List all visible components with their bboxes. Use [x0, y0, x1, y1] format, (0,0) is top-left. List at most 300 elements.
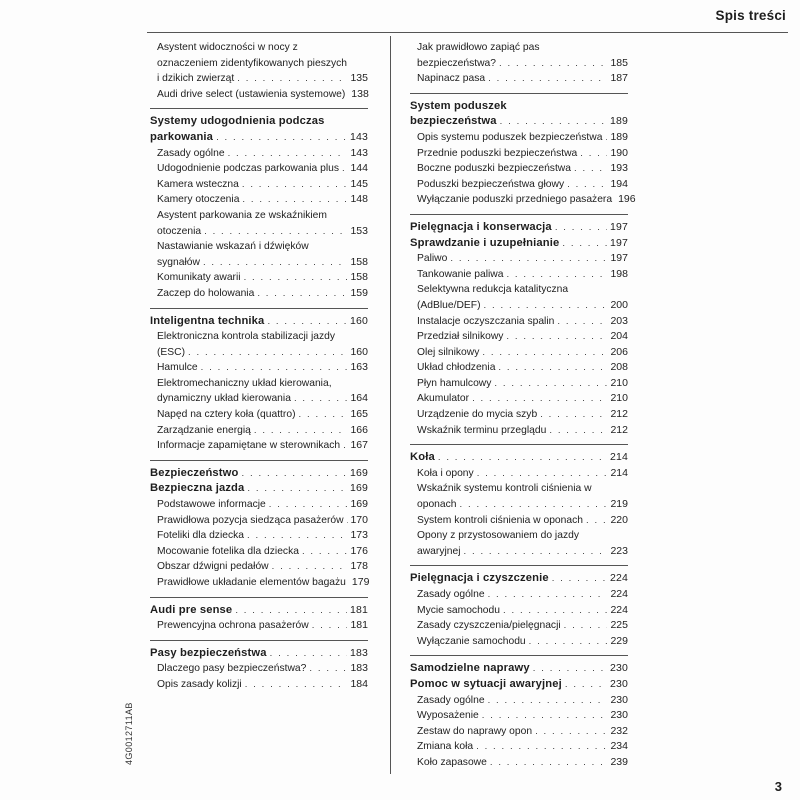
toc-entry-row [417, 360, 628, 376]
toc-entry-title: Wskaźnik terminu przeglądu [417, 424, 547, 436]
dot-leader [564, 618, 608, 634]
toc-entry-row [417, 693, 628, 709]
dot-leader [347, 513, 348, 529]
toc-entry-row [410, 661, 628, 677]
toc-heading-entry[interactable] [150, 312, 368, 330]
toc-page-number: 229 [610, 634, 628, 647]
dot-leader [438, 450, 607, 466]
toc-entry[interactable] [410, 40, 628, 71]
toc-entry-title: Boczne poduszki bezpieczeństwa [417, 163, 571, 175]
dot-leader [503, 603, 607, 619]
toc-entry-title: Napinacz pasa [417, 73, 486, 85]
dot-leader [565, 677, 607, 693]
dot-leader [309, 661, 347, 677]
toc-entry-title: Zasady ogólne [417, 694, 485, 706]
dot-leader [450, 251, 607, 267]
toc-entry-title: Audi drive select (ustawienia systemowe) [157, 88, 346, 100]
toc-entry-title: (ESC) [157, 346, 186, 358]
dot-leader [294, 391, 348, 407]
dot-leader [342, 161, 347, 177]
toc-entry-row [157, 87, 368, 103]
toc-entry-row [157, 255, 368, 271]
toc-entry-row [157, 575, 368, 591]
toc-entry-row [157, 224, 368, 240]
dot-leader [244, 270, 348, 286]
toc-page-number: 230 [610, 693, 628, 706]
toc-entry-row [157, 544, 368, 560]
toc-entry-row [410, 236, 628, 252]
toc-entry[interactable] [150, 544, 368, 560]
toc-entry-row [417, 603, 628, 619]
toc-page-number: 185 [610, 56, 628, 69]
toc-heading-entry[interactable] [410, 236, 628, 252]
toc-entry-line: Nastawianie wskazań i dźwięków [157, 241, 309, 253]
toc-entry-title: Mycie samochodu [417, 604, 500, 616]
toc-section [410, 40, 628, 87]
toc-entry-row [157, 661, 368, 677]
toc-entry[interactable] [410, 146, 628, 162]
toc-entry-row [417, 251, 628, 267]
column-divider [390, 36, 391, 774]
toc-entry-title: Pasy bezpieczeństwa [150, 646, 267, 659]
toc-right-column [410, 40, 636, 771]
toc-entry-row [157, 528, 368, 544]
toc-entry-row [417, 192, 636, 208]
toc-entry-title: Opis zasady kolizji [157, 678, 242, 690]
toc-entry[interactable] [410, 618, 628, 634]
toc-entry[interactable] [150, 161, 368, 177]
toc-section [150, 640, 368, 693]
toc-page-number: 203 [610, 314, 628, 327]
toc-entry-title: Inteligentna technika [150, 314, 265, 327]
dot-leader [482, 345, 607, 361]
dot-leader [533, 661, 607, 677]
toc-heading-entry[interactable] [150, 481, 368, 497]
toc-page-number: 190 [610, 146, 628, 159]
toc-entry-title: Wyposażenie [417, 710, 479, 722]
toc-page-number: 206 [610, 345, 628, 358]
toc-entry-line: Opony z przystosowaniem do jazdy [417, 530, 579, 542]
section-divider [150, 308, 368, 309]
dot-leader [242, 192, 347, 208]
toc-heading-entry[interactable] [150, 644, 368, 662]
dot-leader [302, 544, 348, 560]
dot-leader [529, 634, 608, 650]
dot-leader [488, 693, 608, 709]
toc-entry[interactable] [410, 329, 628, 345]
toc-entry[interactable] [410, 251, 628, 267]
dot-leader [203, 255, 348, 271]
toc-entry-title: Audi pre sense [150, 603, 233, 616]
toc-entry-title: Zaczep do holowania [157, 287, 255, 299]
dot-leader [343, 438, 347, 454]
toc-entry-title: Informacje zapamiętane w sterownikach [157, 440, 341, 452]
dot-leader [506, 329, 607, 345]
toc-page-number: 178 [350, 560, 368, 573]
toc-entry[interactable] [410, 360, 628, 376]
dot-leader [228, 146, 348, 162]
dot-leader [270, 646, 347, 662]
toc-page-number: 208 [610, 361, 628, 374]
toc-section [150, 460, 368, 591]
toc-page-number: 224 [610, 603, 628, 616]
toc-page-number: 232 [610, 724, 628, 737]
toc-entry-row [417, 708, 628, 724]
toc-entry[interactable] [150, 407, 368, 423]
toc-entry-row [157, 161, 368, 177]
toc-entry-title: Poduszki bezpieczeństwa głowy [417, 178, 565, 190]
toc-entry-row [410, 220, 628, 236]
toc-entry-title: awaryjnej [417, 545, 461, 557]
toc-entry[interactable] [150, 528, 368, 544]
toc-entry-title: Prawidłowa pozycja siedząca pasażerów [157, 514, 344, 526]
dot-leader [498, 360, 607, 376]
toc-entry[interactable] [410, 71, 628, 87]
toc-entry-title: Opis systemu poduszek bezpieczeństwa [417, 131, 603, 143]
dot-leader [535, 724, 607, 740]
toc-entry[interactable] [410, 161, 628, 177]
dot-leader [605, 130, 607, 146]
toc-page-number: 239 [610, 755, 628, 768]
dot-leader [242, 177, 348, 193]
toc-entry[interactable] [410, 407, 628, 423]
toc-entry-title: bezpieczeństwa [410, 115, 497, 128]
toc-entry-line: Systemy udogodnienia podczas [150, 115, 325, 128]
dot-leader [272, 559, 348, 575]
toc-entry[interactable] [150, 513, 368, 529]
toc-entry-title: (AdBlue/DEF) [417, 299, 481, 311]
toc-entry[interactable] [150, 661, 368, 677]
toc-entry[interactable] [150, 423, 368, 439]
toc-heading-entry[interactable] [150, 112, 368, 145]
dot-leader [472, 391, 607, 407]
toc-entry-row [157, 677, 368, 693]
toc-entry-title: Zmiana koła [417, 741, 474, 753]
toc-page-number: 214 [610, 466, 628, 479]
toc-section [410, 444, 628, 559]
toc-entry-title: Samodzielne naprawy [410, 662, 530, 675]
toc-heading-entry[interactable] [410, 677, 628, 693]
toc-entry[interactable] [410, 587, 628, 603]
page-header-title: Spis treści [715, 8, 786, 23]
toc-entry-title: Koła [410, 451, 435, 464]
toc-entry-row [410, 114, 628, 130]
toc-page-number: 193 [610, 162, 628, 175]
toc-entry-title: Napęd na cztery koła (quattro) [157, 409, 296, 421]
toc-entry-title: Olej silnikowy [417, 346, 480, 358]
toc-entry[interactable] [410, 130, 628, 146]
toc-page-number: 169 [350, 482, 368, 495]
toc-entry-title: Paliwo [417, 253, 448, 265]
toc-entry[interactable] [150, 177, 368, 193]
toc-entry[interactable] [410, 376, 628, 392]
toc-entry[interactable] [410, 481, 628, 512]
dot-leader [477, 466, 608, 482]
toc-entry[interactable] [150, 497, 368, 513]
toc-page-number: 169 [350, 466, 368, 479]
toc-entry[interactable] [150, 360, 368, 376]
toc-entry-row [157, 497, 368, 513]
toc-entry[interactable] [410, 391, 628, 407]
toc-entry[interactable] [150, 575, 368, 591]
toc-entry-title: Pomoc w sytuacji awaryjnej [410, 677, 562, 690]
toc-entry-row [157, 438, 368, 454]
toc-heading-entry[interactable] [410, 97, 628, 130]
toc-entry[interactable] [410, 177, 628, 193]
toc-entry-row [410, 571, 628, 587]
toc-entry-row [150, 314, 368, 330]
toc-entry-row [417, 71, 628, 87]
dot-leader [555, 220, 607, 236]
toc-entry-title: Pielęgnacja i konserwacja [410, 220, 552, 233]
toc-entry-title: Wyłączanie poduszki przedniego pasażera [417, 194, 613, 206]
page-number: 3 [774, 779, 782, 794]
toc-page-number: 184 [350, 677, 368, 690]
toc-entry-title: Przednie poduszki bezpieczeństwa [417, 147, 578, 159]
toc-entry[interactable] [150, 208, 368, 239]
toc-entry[interactable] [410, 634, 628, 650]
toc-page-number: 214 [610, 451, 628, 464]
toc-entry-row [157, 559, 368, 575]
toc-entry-row [150, 130, 368, 146]
toc-entry[interactable] [150, 329, 368, 360]
toc-page-number: 173 [350, 529, 368, 542]
toc-page-number: 196 [618, 193, 636, 206]
toc-page-number: 138 [351, 87, 369, 100]
toc-section [410, 655, 628, 770]
toc-entry[interactable] [410, 755, 628, 771]
toc-entry-title: Instalacje oczyszczania spalin [417, 315, 555, 327]
toc-page-number: 167 [350, 439, 368, 452]
toc-page-number: 170 [350, 513, 368, 526]
toc-page-number: 223 [610, 544, 628, 557]
toc-entry-row [417, 423, 628, 439]
toc-entry-title: Przedział silnikowy [417, 331, 504, 343]
toc-entry-line: Elektroniczna kontrola stabilizacji jazdy [157, 331, 335, 343]
toc-page-number: 181 [350, 603, 368, 616]
toc-page-number: 197 [610, 252, 628, 265]
toc-page-number: 153 [350, 224, 368, 237]
toc-entry-row [417, 587, 628, 603]
dot-leader [488, 71, 607, 87]
toc-page-number: 197 [610, 236, 628, 249]
toc-entry[interactable] [410, 724, 628, 740]
toc-entry[interactable] [410, 739, 628, 755]
dot-leader [476, 739, 607, 755]
toc-entry-line: Selektywna redukcja katalityczna [417, 284, 569, 296]
toc-entry[interactable] [150, 376, 368, 407]
toc-entry-title: oponach [417, 499, 457, 511]
dot-leader [269, 497, 348, 513]
dot-leader [488, 587, 608, 603]
toc-entry-line: Asystent widoczności w nocy z [157, 42, 298, 53]
section-divider [410, 565, 628, 566]
toc-entry-title: sygnałów [157, 256, 200, 268]
toc-page-number: 145 [350, 177, 368, 190]
toc-entry-title: Hamulce [157, 362, 198, 374]
toc-entry-row [417, 407, 628, 423]
dot-leader [506, 267, 607, 283]
toc-entry-line: oznaczeniem zidentyfikowanych pieszych [157, 57, 348, 69]
toc-entry-title: Tankowanie paliwa [417, 268, 504, 280]
toc-heading-entry[interactable] [410, 448, 628, 466]
toc-entry-title: Dlaczego pasy bezpieczeństwa? [157, 663, 307, 675]
toc-entry-row [417, 329, 628, 345]
toc-heading-entry[interactable] [150, 464, 368, 482]
toc-entry-row [417, 314, 628, 330]
toc-page-number: 158 [350, 255, 368, 268]
toc-page-number: 230 [610, 662, 628, 675]
toc-entry-row [157, 391, 368, 407]
section-divider [150, 460, 368, 461]
toc-entry-row [150, 646, 368, 662]
toc-page-number: 197 [610, 220, 628, 233]
toc-entry[interactable] [150, 40, 368, 87]
toc-entry[interactable] [150, 438, 368, 454]
toc-entry-title: Układ chłodzenia [417, 362, 496, 374]
toc-entry[interactable] [150, 559, 368, 575]
toc-entry-row [417, 177, 628, 193]
toc-page-number: 183 [350, 646, 368, 659]
toc-entry-row [417, 298, 628, 314]
dot-leader [562, 236, 607, 252]
dot-leader [567, 177, 607, 193]
toc-left-column [150, 40, 368, 693]
dot-leader [552, 571, 607, 587]
toc-entry[interactable] [150, 677, 368, 693]
toc-entry-title: parkowania [150, 130, 214, 143]
toc-entry-title: Płyn hamulcowy [417, 377, 492, 389]
toc-entry-line: Wskaźnik systemu kontroli ciśnienia w [417, 483, 592, 495]
toc-entry[interactable] [410, 513, 628, 529]
toc-entry[interactable] [150, 146, 368, 162]
toc-entry[interactable] [150, 618, 368, 634]
toc-page-number: 160 [350, 345, 368, 358]
toc-entry[interactable] [150, 239, 368, 270]
toc-entry-title: Zasady czyszczenia/pielęgnacji [417, 620, 561, 632]
section-divider [410, 214, 628, 215]
toc-entry-row [157, 192, 368, 208]
toc-page-number: 144 [350, 162, 368, 175]
toc-entry-title: Urządzenie do mycia szyb [417, 409, 538, 421]
toc-entry-row [417, 724, 628, 740]
toc-page-number: 143 [350, 130, 368, 143]
toc-entry-row [417, 634, 628, 650]
dot-leader [188, 345, 347, 361]
toc-heading-entry[interactable] [410, 659, 628, 677]
toc-entry[interactable] [410, 345, 628, 361]
toc-page-number: 143 [350, 146, 368, 159]
toc-page-number: 230 [610, 677, 628, 690]
toc-entry-row [157, 345, 368, 361]
toc-entry[interactable] [410, 466, 628, 482]
toc-entry[interactable] [150, 270, 368, 286]
toc-page-number: 210 [610, 392, 628, 405]
toc-entry-row [417, 497, 628, 513]
dot-leader [254, 423, 348, 439]
section-divider [410, 655, 628, 656]
toc-heading-entry[interactable] [150, 601, 368, 619]
toc-entry-title: otoczenia [157, 225, 202, 237]
toc-section [150, 108, 368, 301]
section-divider [150, 597, 368, 598]
section-divider [150, 640, 368, 641]
toc-entry-title: Zasady ogólne [157, 147, 225, 159]
toc-page-number: 164 [350, 392, 368, 405]
toc-entry[interactable] [410, 693, 628, 709]
dot-leader [235, 603, 347, 619]
toc-entry[interactable] [150, 87, 368, 103]
toc-page-number: 163 [350, 361, 368, 374]
dot-leader [500, 114, 607, 130]
toc-entry-title: Udogodnienie podczas parkowania plus [157, 163, 340, 175]
toc-section [150, 597, 368, 634]
dot-leader [237, 71, 347, 87]
toc-entry-row [417, 544, 628, 560]
toc-entry-title: Podstawowe informacje [157, 499, 266, 511]
toc-entry-row [157, 407, 368, 423]
toc-entry-title: Zasady ogólne [417, 589, 485, 600]
toc-entry-title: Kamera wsteczna [157, 178, 239, 190]
toc-entry[interactable] [410, 267, 628, 283]
toc-entry-line: Jak prawidłowo zapiąć pas [417, 42, 540, 53]
toc-entry-title: Bezpieczeństwo [150, 466, 239, 479]
dot-leader [267, 314, 347, 330]
dot-leader [580, 146, 607, 162]
toc-entry[interactable] [150, 192, 368, 208]
toc-page-number: 181 [350, 619, 368, 632]
toc-heading-entry[interactable] [410, 569, 628, 587]
toc-entry-row [157, 360, 368, 376]
toc-entry-row [417, 56, 628, 72]
toc-page-number: 189 [610, 130, 628, 143]
dot-leader [247, 481, 347, 497]
toc-entry-row [157, 513, 368, 529]
toc-entry[interactable] [410, 192, 636, 208]
toc-page-number: 212 [610, 408, 628, 421]
dot-leader [557, 314, 607, 330]
toc-entry-row [417, 345, 628, 361]
toc-entry-row [150, 481, 368, 497]
toc-entry-row [157, 146, 368, 162]
toc-entry[interactable] [410, 528, 628, 559]
toc-entry-title: bezpieczeństwa? [417, 57, 496, 69]
toc-page-number: 194 [610, 177, 628, 190]
section-divider [410, 93, 628, 94]
toc-entry[interactable] [410, 314, 628, 330]
toc-entry-row [157, 270, 368, 286]
toc-entry[interactable] [410, 423, 628, 439]
toc-page-number: 148 [350, 193, 368, 206]
dot-leader [299, 407, 348, 423]
toc-heading-entry[interactable] [410, 218, 628, 236]
toc-page-number: 176 [350, 544, 368, 557]
dot-leader [247, 528, 347, 544]
toc-entry-row [417, 267, 628, 283]
toc-entry-row [417, 146, 628, 162]
toc-entry-title: Zarządzanie energią [157, 424, 251, 436]
toc-page-number: 166 [350, 423, 368, 436]
toc-entry[interactable] [410, 708, 628, 724]
dot-leader [216, 130, 347, 146]
dot-leader [484, 298, 608, 314]
toc-entry[interactable] [150, 286, 368, 302]
toc-entry[interactable] [410, 282, 628, 313]
toc-page-number: 200 [610, 298, 628, 311]
dot-leader [460, 497, 608, 513]
toc-entry[interactable] [410, 603, 628, 619]
toc-entry-title: Pielęgnacja i czyszczenie [410, 572, 549, 585]
